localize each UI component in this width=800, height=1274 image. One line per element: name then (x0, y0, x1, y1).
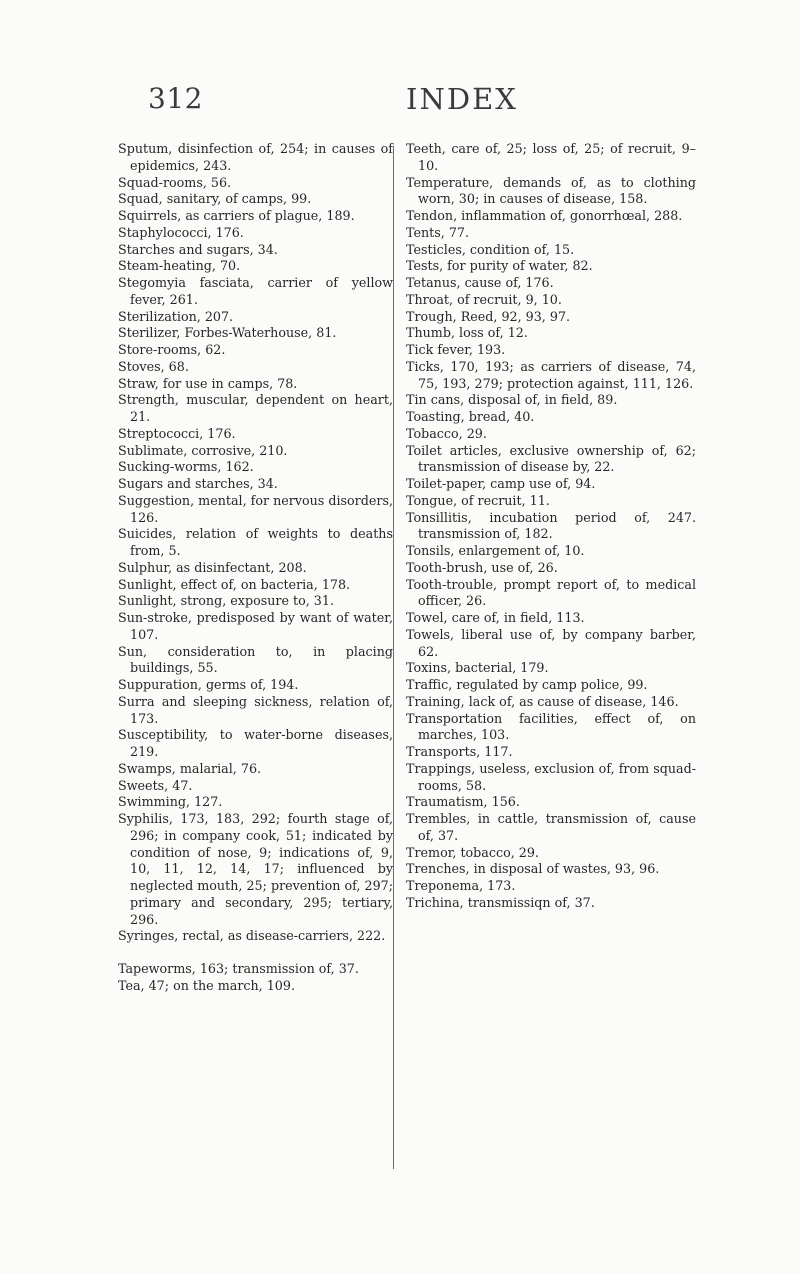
index-entry: Tonsillitis, incubation period of, 247. transmission of, 182. (406, 509, 696, 542)
index-entry: Susceptibility, to water-borne diseases, 219. (118, 727, 393, 759)
index-entry: Toxins, bacterial, 179. (406, 660, 549, 676)
index-entry: Training, lack of, as cause of disease, 146. (406, 693, 679, 709)
index-entry: Swimming, 127. (118, 794, 223, 810)
index-entry: Tick fever, 193. (406, 342, 506, 357)
index-entry: Tobacco, 29. (406, 425, 487, 441)
index-entry: Tetanus, cause of, 176. (406, 275, 554, 290)
index-entry: Swamps, malarial, 76. (118, 760, 262, 776)
index-entry: Strength, muscular, dependent on heart, 21. (118, 392, 393, 424)
index-entry: Toilet-paper, camp use of, 94. (406, 476, 596, 491)
index-entry: Treponema, 173. (406, 878, 516, 893)
index-entry: Toilet articles, exclusive ownership of, 62; transmission of disease by, 22. (406, 442, 696, 475)
index-entry: Transportation facilities, effect of, on marches, 103. (406, 710, 696, 743)
index-entry: Squirrels, as carriers of plague, 189. (118, 208, 355, 223)
index-entry: Towel, care of, in field, 113. (406, 610, 585, 625)
index-entry: Trough, Reed, 92, 93, 97. (406, 308, 571, 324)
index-entry: Sucking-worms, 162. (118, 459, 254, 475)
index-entry: Syphilis, 173, 183, 292; fourth stage of, 296; in company cook, 51; indicated by condition of nose, 9; indications of, 9, 10, 11, 12, 14, 17; influenced by neglected mouth, 25; prevention of, 297; primary and secondary, 295; tertiary, 296. (118, 811, 393, 927)
index-entry: Sugars and starches, 34. (118, 476, 278, 491)
index-entry: Tremor, tobacco, 29. (406, 844, 539, 860)
index-entry: Sunlight, strong, exposure to, 31. (118, 593, 334, 609)
index-entry: Sun-stroke, predisposed by want of water, 107. (118, 610, 393, 642)
index-entry: Transports, 117. (406, 744, 513, 759)
index-entry: Suicides, relation of weights to deaths from, 5. (118, 526, 393, 558)
index-entry: Staphylococci, 176. (118, 224, 244, 240)
index-entry: Surra and sleeping sickness, relation of, 173. (118, 693, 393, 726)
index-entry: Tooth-brush, use of, 26. (406, 559, 558, 575)
page-title: INDEX (406, 82, 518, 116)
index-entry: Testicles, condition of, 15. (406, 241, 575, 257)
index-entry: Tapeworms, 163; transmission of, 37. (118, 961, 359, 976)
index-entry: Syringes, rectal, as disease-carriers, 222. (118, 928, 386, 944)
column-divider (393, 146, 394, 1169)
index-entry: Suggestion, mental, for nervous disorders, 126. (118, 492, 393, 525)
index-entry: Squad, sanitary, of camps, 99. (118, 191, 312, 207)
index-entry: Traumatism, 156. (406, 794, 520, 810)
index-entry: Tooth-trouble, prompt report of, to medical officer, 26. (406, 576, 696, 609)
index-entry: Trenches, in disposal of wastes, 93, 96. (406, 861, 660, 877)
index-entry: Squad-rooms, 56. (118, 174, 232, 190)
index-entry: Steam-heating, 70. (118, 258, 241, 274)
right-index-column (406, 141, 696, 912)
page-number: 312 (148, 82, 203, 115)
left-index-column (118, 141, 393, 995)
index-entry: Streptococci, 176. (118, 425, 236, 441)
index-entry: Straw, for use in camps, 78. (118, 375, 298, 391)
index-entry: Sublimate, corrosive, 210. (118, 442, 288, 458)
index-entry: Trappings, useless, exclusion of, from squad-rooms, 58. (406, 760, 696, 793)
index-entry: Tonsils, enlargement of, 10. (406, 543, 585, 558)
index-entry: Toasting, bread, 40. (406, 409, 535, 424)
index-entry: Throat, of recruit, 9, 10. (406, 291, 562, 307)
index-entry: Sulphur, as disinfectant, 208. (118, 559, 307, 575)
index-entry: Sterilization, 207. (118, 308, 234, 324)
index-entry: Thumb, loss of, 12. (406, 325, 528, 341)
index-entry: Stegomyia fasciata, carrier of yellow fever, 261. (118, 275, 393, 307)
page-header (148, 82, 668, 120)
index-entry: Sun, consideration to, in placing buildings, 55. (118, 643, 393, 676)
index-entry: Tests, for purity of water, 82. (406, 258, 593, 274)
index-entry: Temperature, demands of, as to clothing worn, 30; in causes of disease, 158. (406, 174, 696, 207)
index-entry: Trichina, transmissiqn of, 37. (406, 894, 595, 910)
index-entry: Ticks, 170, 193; as carriers of disease, 74, 75, 193, 279; protection against, 111, 126. (406, 358, 696, 391)
index-entry: Starches and sugars, 34. (118, 241, 278, 257)
index-entry: Sweets, 47. (118, 777, 193, 793)
index-entry: Tents, 77. (406, 224, 470, 240)
index-entry: Tin cans, disposal of, in field, 89. (406, 392, 618, 408)
index-entry: Store-rooms, 62. (118, 342, 226, 357)
index-entry: Sunlight, effect of, on bacteria, 178. (118, 576, 351, 592)
index-entry: Stoves, 68. (118, 358, 189, 374)
index-entry: Sterilizer, Forbes-Waterhouse, 81. (118, 325, 337, 341)
index-entry: Tongue, of recruit, 11. (406, 492, 550, 508)
index-entry: Sputum, disinfection of, 254; in causes of epidemics, 243. (118, 141, 393, 173)
index-entry: Tea, 47; on the march, 109. (118, 977, 295, 993)
index-columns (118, 141, 695, 1191)
index-entry: Suppuration, germs of, 194. (118, 677, 299, 692)
index-entry: Trembles, in cattle, transmission of, cause of, 37. (406, 811, 696, 843)
index-entry: Towels, liberal use of, by company barber, 62. (406, 626, 696, 659)
index-entry: Tendon, inflammation of, gonorrhœal, 288. (406, 208, 683, 223)
index-entry: Traffic, regulated by camp police, 99. (406, 677, 648, 692)
index-entry: Teeth, care of, 25; loss of, 25; of recruit, 9–10. (406, 141, 696, 173)
